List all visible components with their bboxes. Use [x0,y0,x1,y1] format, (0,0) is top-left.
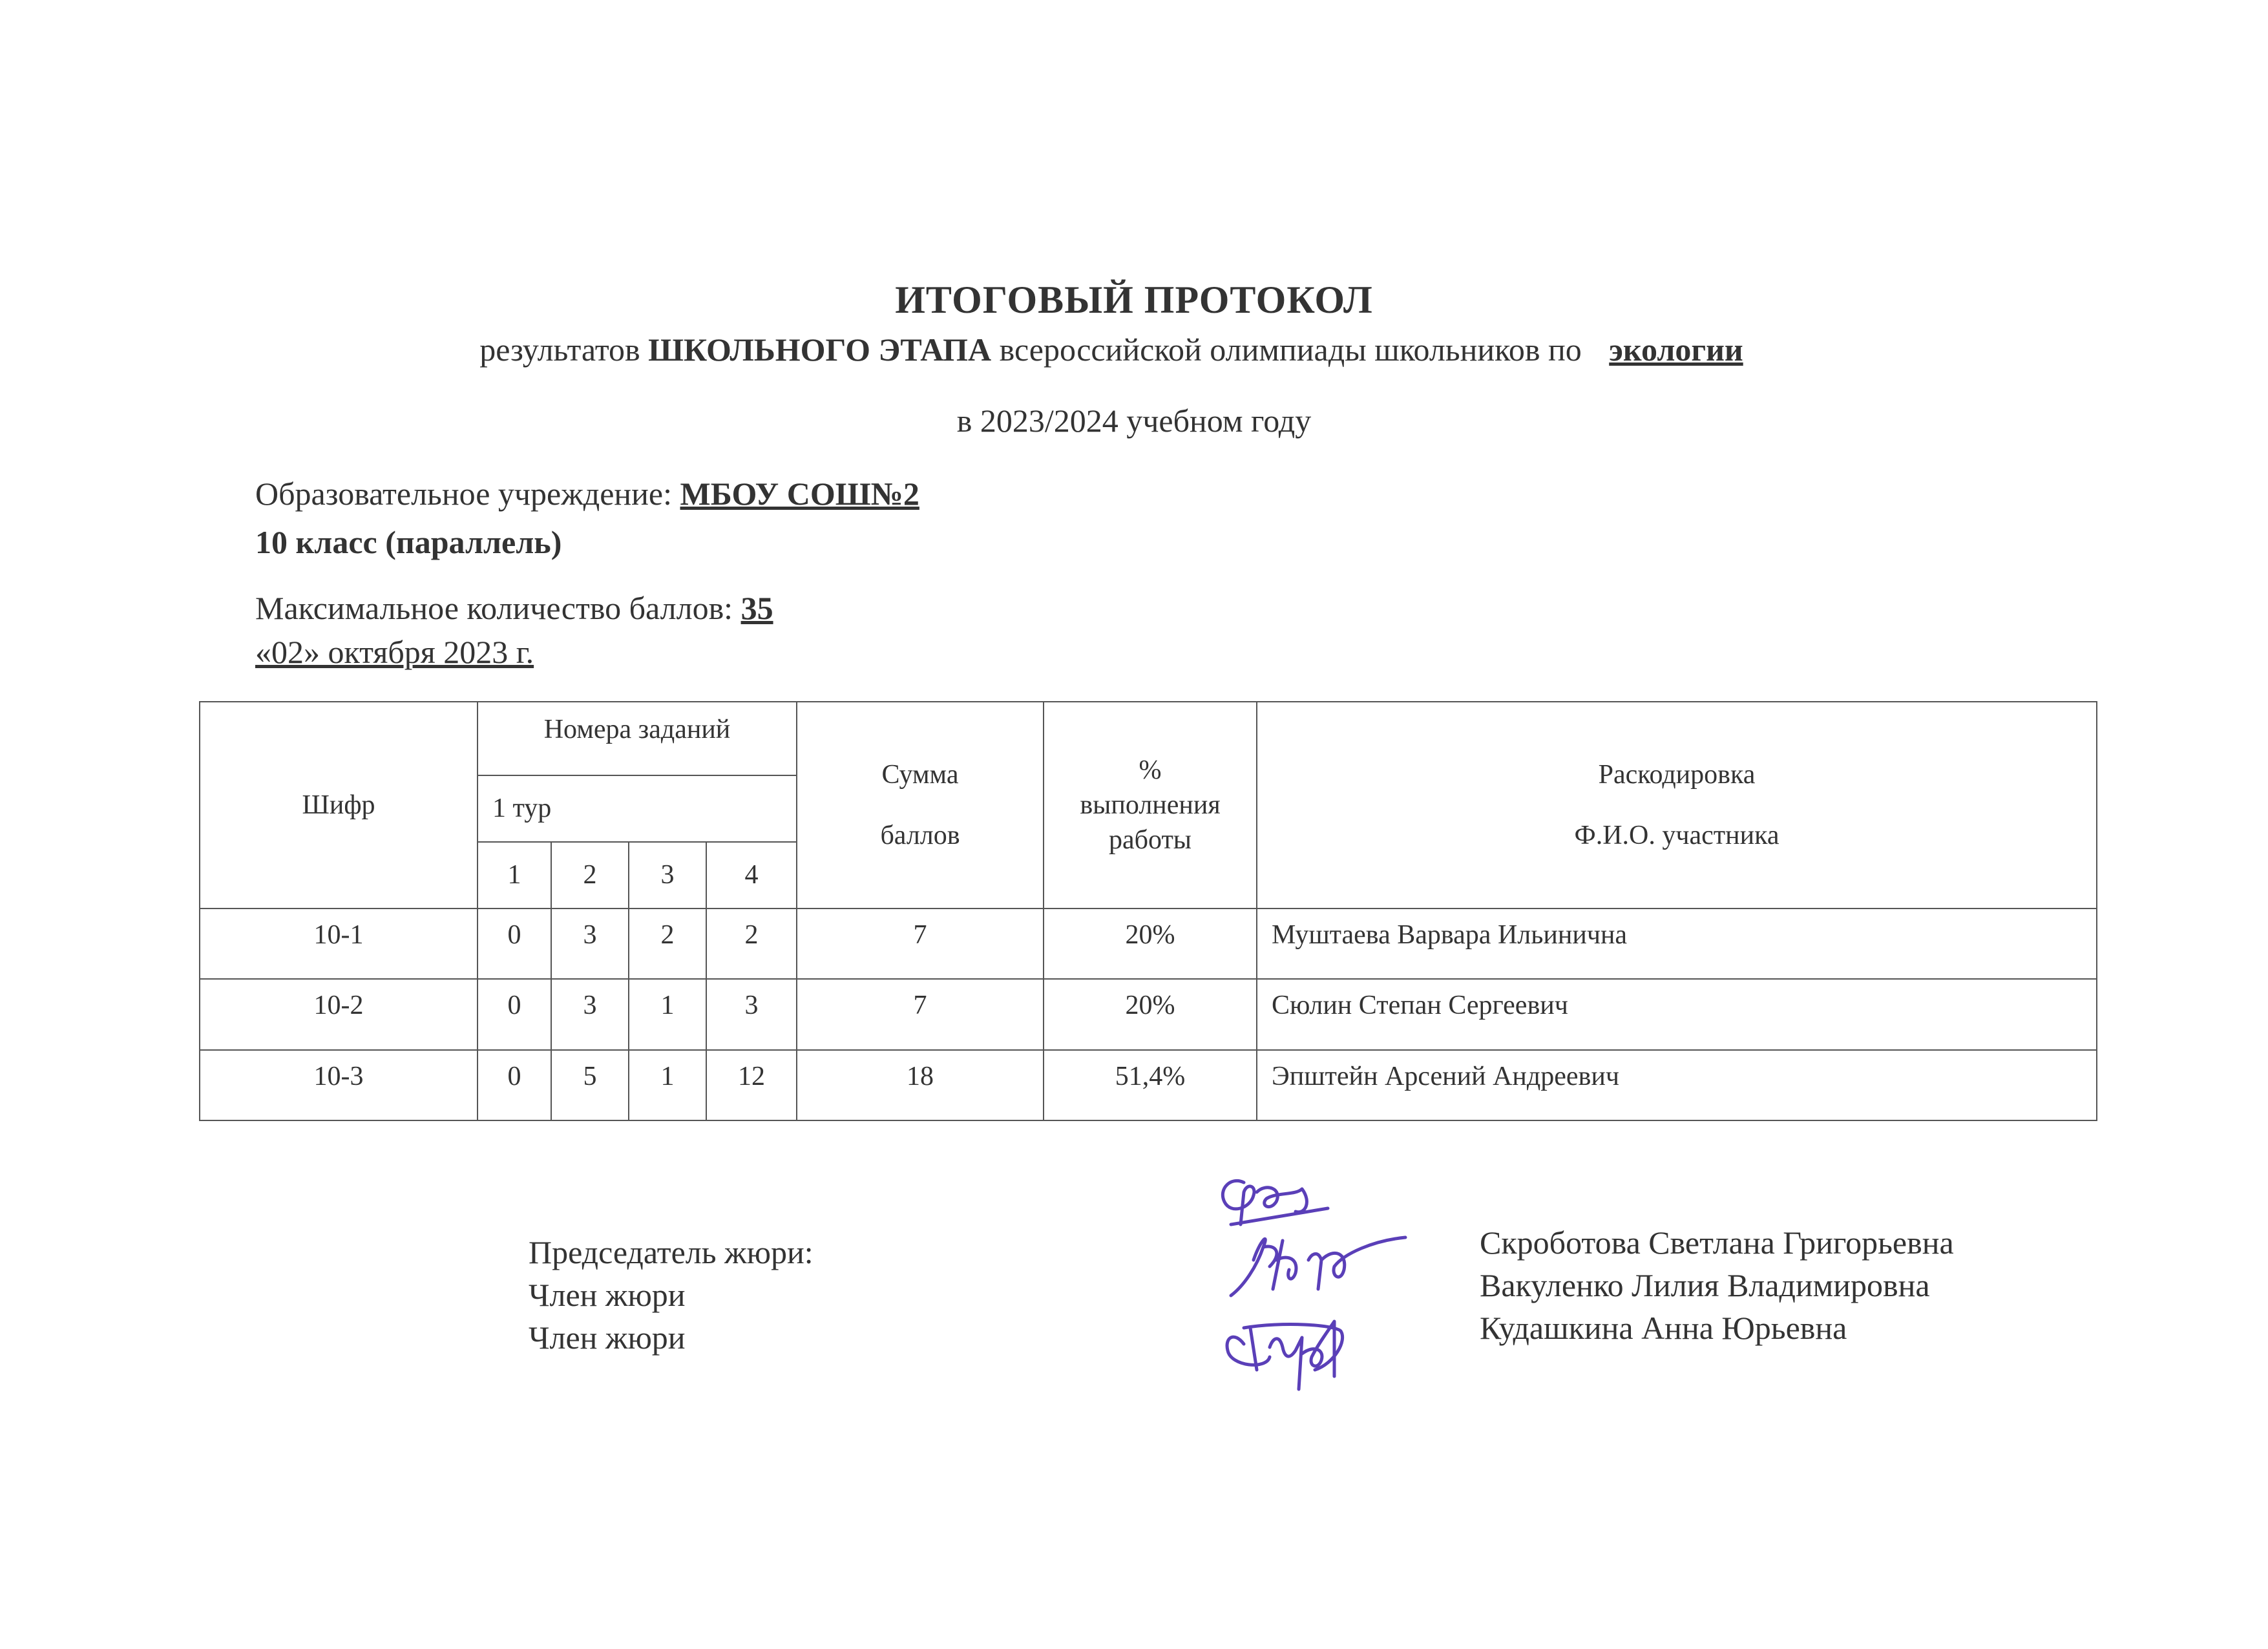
header-percent [1044,702,1257,909]
task-number: 1 [478,842,551,909]
protocol-date: «02» октября 2023 г. [255,634,534,670]
jury-names [1480,1221,1954,1349]
header-sum-line2: баллов [880,820,960,850]
header-decode [1257,702,2097,909]
task-number: 2 [551,842,629,909]
header-sum-line1: Сумма [881,759,959,790]
row-score: 3 [551,979,629,1049]
row-score: 1 [629,979,706,1049]
class-label: 10 класс (параллель) [255,524,562,560]
table-row [200,979,2097,1049]
row-score: 3 [551,909,629,979]
document-subtitle [0,331,2268,368]
header-round: 1 тур [478,775,797,842]
row-participant-name: Эпштейн Арсений Андреевич [1257,1050,2097,1120]
jury-name-chair: Скроботова Светлана Григорьевна [1480,1224,1954,1261]
header-code: Шифр [200,702,478,909]
jury-role-member: Член жюри [529,1319,686,1356]
row-sum: 18 [797,1050,1044,1120]
header-task-numbers: Номера заданий [478,702,797,775]
row-percent: 51,4% [1044,1050,1257,1120]
class-line [255,523,562,561]
header-decode-line1: Раскодировка [1598,759,1756,790]
row-code: 10-3 [200,1050,478,1120]
subtitle-post: всероссийской олимпиады школьников по [999,331,1582,368]
jury-name-member: Кудашкина Анна Юрьевна [1480,1310,1847,1346]
olympiad-subject: экологии [1609,331,1743,368]
subtitle-pre: результатов [479,331,640,368]
row-participant-name: Муштаева Варвара Ильинична [1257,909,2097,979]
max-score-value: 35 [740,590,773,626]
jury-name-member: Вакуленко Лилия Владимировна [1480,1267,1930,1303]
subtitle-stage: ШКОЛЬНОГО ЭТАПА [648,331,992,368]
academic-year: в 2023/2024 учебном году [956,403,1312,439]
row-score: 3 [706,979,797,1049]
row-score: 0 [478,1050,551,1120]
row-percent: 20% [1044,979,1257,1049]
row-participant-name: Сюлин Степан Сергеевич [1257,979,2097,1049]
row-sum: 7 [797,909,1044,979]
row-score: 1 [629,1050,706,1120]
task-number: 3 [629,842,706,909]
header-sum [797,702,1044,909]
row-percent: 20% [1044,909,1257,979]
document-title: ИТОГОВЫЙ ПРОТОКОЛ [895,278,1373,321]
header-percent-line1: % [1139,755,1162,785]
table-row [200,1050,2097,1120]
table-row [200,909,2097,979]
row-code: 10-1 [200,909,478,979]
row-score: 0 [478,909,551,979]
institution-line [255,475,919,512]
header-percent-line3: работы [1109,824,1192,855]
max-score-label: Максимальное количество баллов: [255,590,733,626]
max-score-line [255,589,773,627]
jury-role-member: Член жюри [529,1277,686,1313]
jury-roles [529,1231,814,1359]
row-score: 12 [706,1050,797,1120]
header-row-tasks [200,702,2097,775]
handwritten-signatures [1205,1163,1418,1396]
institution-label: Образовательное учреждение: [255,476,673,512]
institution-name: МБОУ СОШ№2 [680,476,919,512]
row-score: 0 [478,979,551,1049]
results-table [199,701,2097,1121]
row-score: 5 [551,1050,629,1120]
date-line [255,633,534,671]
header-percent-line2: выполнения [1080,790,1221,820]
jury-role-chair: Председатель жюри: [529,1234,814,1270]
row-score: 2 [706,909,797,979]
row-code: 10-2 [200,979,478,1049]
row-sum: 7 [797,979,1044,1049]
row-score: 2 [629,909,706,979]
task-number: 4 [706,842,797,909]
header-decode-line2: Ф.И.О. участника [1574,820,1780,850]
